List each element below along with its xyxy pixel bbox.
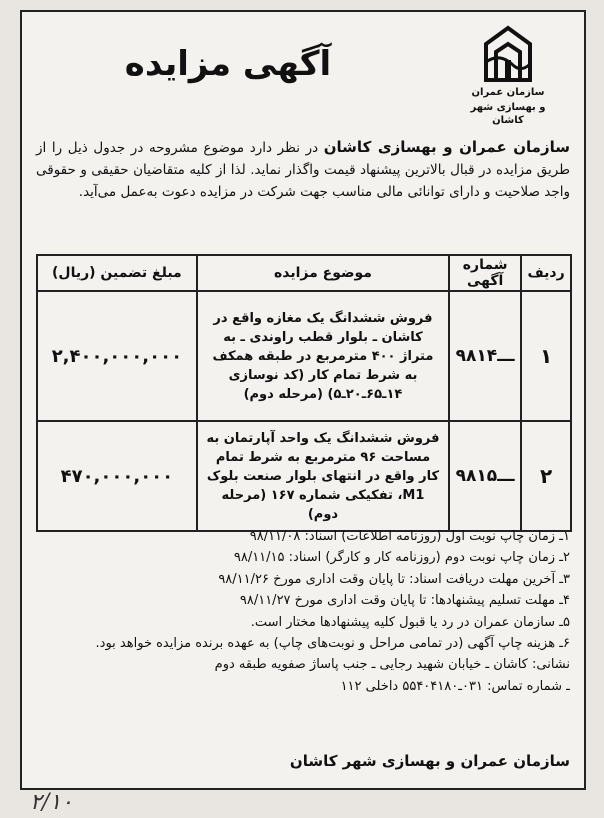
condition-item: ۴ـ مهلت تسلیم پیشنهادها: تا پایان وقت اداری مورخ ۹۸/۱۱/۲۷: [239, 593, 570, 609]
condition-item: ۳ـ آخرین مهلت دریافت اسناد: تا پایان وقت اداری مورخ ۹۸/۱۱/۲۶: [218, 571, 570, 587]
header-notice-number: شماره آگهی: [449, 255, 521, 291]
table-row: [37, 421, 571, 531]
notice-number: ۹۸ـــ۱۴: [449, 291, 521, 421]
intro-org-name: سازمان عمران و بهسازی کاشان: [323, 138, 570, 156]
deposit-amount: ۲,۴۰۰,۰۰۰,۰۰۰: [37, 291, 197, 421]
condition-item: ۲ـ زمان چاپ نوبت دوم (روزنامه کار و کارگر) اسناد: ۹۸/۱۱/۱۵: [233, 550, 570, 566]
auction-subject: فروش ششدانگ یک مغازه واقع در کاشان ـ بلوار قطب راوندی ـ به متراژ ۴۰۰ مترمربع در طبقه همکف به شرط تمام کار (کد نوسازی ۱۴ـ۶۵ـ۲۰ـ۵) (مرحله دوم): [197, 291, 449, 421]
footer-signature: سازمان عمران و بهسازی شهر کاشان: [289, 752, 570, 770]
condition-item: ۶ـ هزینه چاپ آگهی (در تمامی مراحل و نوبت‌های چاپ) به عهده برنده مزایده خواهد بود.: [95, 636, 570, 652]
phone-line: ـ شماره تماس: ۰۳۱ـ۵۵۴۰۴۱۸۰ داخلی ۱۱۲: [340, 678, 570, 694]
deposit-amount: ۴۷۰,۰۰۰,۰۰۰: [37, 421, 197, 531]
condition-item: ۱ـ زمان چاپ نوبت اول (روزنامه اطلاعات) اسناد: ۹۸/۱۱/۰۸: [249, 529, 570, 544]
header-deposit: مبلغ تضمین (ریال): [37, 255, 197, 291]
row-number: ۱: [521, 291, 571, 421]
building-emblem-icon: [480, 22, 536, 84]
header-row-number: ردیف: [521, 255, 571, 291]
page-title: آگهی مزایده: [124, 44, 332, 84]
condition-item: ۵ـ سازمان عمران در رد یا قبول کلیه پیشنهادها مختار است.: [250, 614, 570, 630]
auction-notice: [20, 10, 586, 790]
auction-table: [36, 254, 572, 532]
auction-subject: فروش ششدانگ یک واحد آپارتمان به مساحت ۹۶ مترمربع به شرط تمام کار واقع در انتهای بلوار صنعت بلوک M1، تفکیکی شماره ۱۶۷ (مرحله دوم): [197, 421, 449, 531]
notice-number: ۹۸ـــ۱۵: [449, 421, 521, 531]
org-logo: [458, 22, 558, 126]
conditions-list: [36, 526, 570, 697]
header-subject: موضوع مزایده: [197, 255, 449, 291]
handwritten-note: ۲/۱۰: [30, 790, 73, 815]
intro-paragraph: [36, 136, 570, 203]
table-row: [37, 291, 571, 421]
logo-org-name-line1: سازمان عمران: [471, 87, 545, 98]
logo-org-name-line2: و بهسازی شهر کاشان: [470, 102, 546, 126]
address-line: نشانی: کاشان ـ خیابان شهید رجایی ـ جنب پاساژ صفویه طبقه دوم: [214, 657, 570, 673]
row-number: ۲: [521, 421, 571, 531]
table-header-row: [37, 255, 571, 291]
intro-text: در نظر دارد موضوع مشروحه در جدول ذیل را از طریق مزایده در قبال بالاترین پیشنهاد قیمت واگذار نماید. لذا از کلیه متقاضیان حقیقی و حقوقی واجد صلاحیت و دارای توانائی مالی مناسب جهت شرکت در مزایده دعوت به‌عمل می‌آید.: [36, 140, 570, 200]
